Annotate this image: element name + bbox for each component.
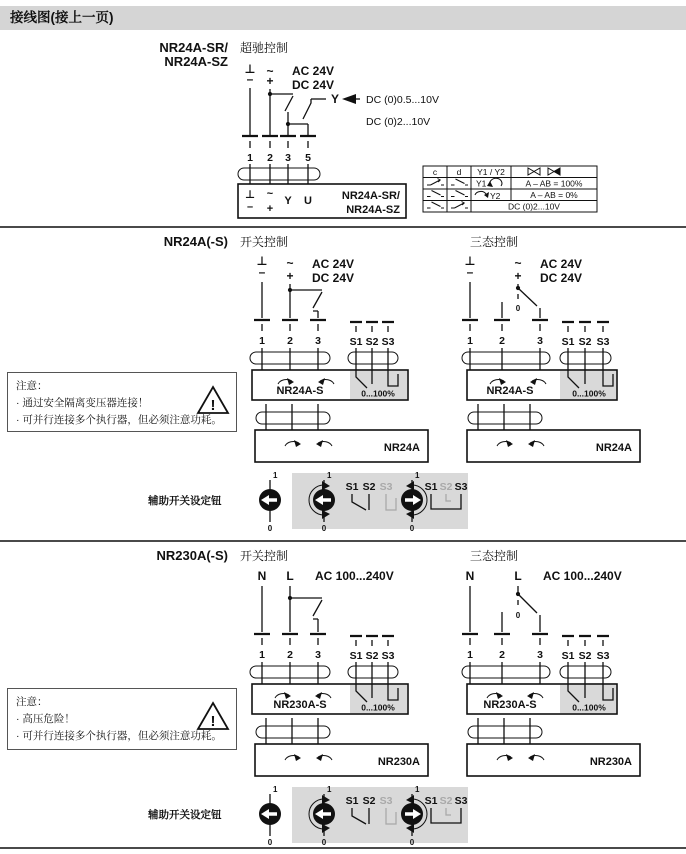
svg-text:0: 0 bbox=[409, 524, 415, 533]
terminal-number: 2 bbox=[499, 649, 505, 661]
terminal-number: 1 bbox=[259, 649, 265, 661]
s-terminal-label: S3 bbox=[454, 795, 468, 807]
selector-blade bbox=[518, 594, 537, 613]
y-signal-label: Y bbox=[331, 92, 340, 106]
zero-position-label: 0 bbox=[515, 304, 521, 313]
range-label: 0...100% bbox=[572, 702, 606, 713]
table-cell: A – AB = 0% bbox=[530, 190, 578, 200]
s-terminal-label: S1 bbox=[349, 650, 363, 662]
terminal-number: 3 bbox=[315, 649, 321, 661]
switch-closed-icon bbox=[451, 202, 468, 209]
col-header: c bbox=[432, 167, 438, 177]
s-terminal-label: S1 bbox=[345, 795, 359, 807]
supply-label: AC 24V bbox=[312, 257, 355, 271]
s-terminal-label: S1 bbox=[349, 336, 363, 348]
box-terminal-label: + bbox=[266, 203, 274, 215]
box-terminal-label: ⊥ bbox=[244, 189, 256, 201]
svg-text:1: 1 bbox=[415, 471, 420, 480]
terminal-number: 1 bbox=[467, 335, 473, 347]
box-model-label: NR24A-SR/ bbox=[341, 190, 400, 202]
svg-text:!: ! bbox=[210, 713, 216, 730]
range-label: 0...100% bbox=[572, 388, 606, 399]
line-label: L bbox=[514, 569, 522, 583]
warning-icon bbox=[196, 384, 230, 416]
switch-open-icon bbox=[451, 191, 468, 197]
aux-switch-setting-row bbox=[147, 471, 468, 533]
terminal-number: 3 bbox=[285, 152, 291, 164]
control-type-label: 三态控制 bbox=[470, 235, 519, 249]
range-label: 0...100% bbox=[361, 702, 395, 713]
table-cell: A – AB = 100% bbox=[525, 178, 583, 189]
svg-text:0: 0 bbox=[267, 524, 273, 533]
supply-label: AC 100...240V bbox=[543, 569, 622, 583]
s-terminal-label: S1 bbox=[424, 481, 438, 493]
ac-symbol: ~ bbox=[286, 256, 294, 270]
s-terminal-label: S1 bbox=[561, 650, 575, 662]
s-terminal-label: S2 bbox=[439, 795, 453, 807]
svg-text:1: 1 bbox=[273, 471, 278, 480]
s-terminal-label: S2 bbox=[365, 336, 379, 348]
section-divider bbox=[0, 540, 686, 542]
s-terminal-label: S1 bbox=[561, 336, 575, 348]
ground-symbol: ⊥ bbox=[464, 254, 476, 268]
control-switch bbox=[290, 290, 322, 308]
box-model-label: NR24A bbox=[383, 442, 420, 454]
cw-arrow-icon bbox=[475, 191, 486, 195]
ground-symbol: ⊥ bbox=[244, 62, 256, 76]
section-header-bar bbox=[0, 6, 686, 30]
switch-c-blade bbox=[285, 96, 293, 111]
s-terminal-label: S2 bbox=[362, 481, 376, 493]
control-type-label: 开关控制 bbox=[240, 549, 289, 563]
note-line: · 高压危险！ bbox=[16, 713, 75, 725]
neutral-label: N bbox=[257, 569, 267, 583]
cable-connector bbox=[256, 412, 330, 424]
s-terminal-label: S2 bbox=[439, 481, 453, 493]
switch-closed-icon bbox=[427, 179, 444, 186]
supply-label: AC 24V bbox=[292, 64, 335, 78]
cable-connector bbox=[468, 726, 542, 738]
box-terminal-label: ~ bbox=[266, 188, 274, 200]
valve-icon bbox=[528, 168, 560, 175]
note-line: · 可并行连接多个执行器，但必须注意功耗。 bbox=[16, 730, 222, 742]
minus-symbol: – bbox=[466, 265, 474, 279]
cable-connector bbox=[462, 666, 550, 678]
col-header: Y1 / Y2 bbox=[477, 167, 505, 177]
table-cell: DC (0)2...10V bbox=[508, 201, 560, 212]
table-cell: Y2 bbox=[490, 191, 501, 201]
switch-control-diagram bbox=[250, 569, 428, 776]
control-type-label: 超驰控制 bbox=[240, 41, 289, 55]
box-model-label: NR24A-SZ bbox=[346, 204, 400, 216]
signal-range-label: DC (0)2...10V bbox=[366, 116, 431, 128]
terminal-number: 3 bbox=[315, 335, 321, 347]
model-label: NR24A-SR/ bbox=[159, 40, 228, 55]
box-model-label: NR230A bbox=[377, 756, 420, 768]
switch-control-diagram bbox=[250, 254, 428, 462]
page-bottom-rule bbox=[0, 847, 686, 849]
model-label: NR230A(-S) bbox=[156, 548, 228, 563]
aux-setting-label: 辅助开关设定钮 bbox=[148, 809, 222, 821]
control-type-label: 三态控制 bbox=[470, 549, 519, 563]
switch-d-blade bbox=[303, 99, 311, 119]
s-terminal-label: S2 bbox=[578, 336, 592, 348]
svg-text:1: 1 bbox=[327, 785, 332, 794]
s-terminal-label: S3 bbox=[381, 650, 395, 662]
svg-text:1: 1 bbox=[273, 785, 278, 794]
terminal-number: 1 bbox=[467, 649, 473, 661]
switch-open-icon bbox=[427, 202, 444, 208]
s-terminal-label: S3 bbox=[381, 336, 395, 348]
svg-text:1: 1 bbox=[415, 785, 420, 794]
model-label: NR24A-SZ bbox=[164, 54, 228, 69]
s-terminal-label: S2 bbox=[578, 650, 592, 662]
signal-range-label: DC (0)0.5...10V bbox=[366, 94, 439, 106]
warning-icon bbox=[196, 700, 230, 732]
supply-label: DC 24V bbox=[312, 271, 355, 285]
plus-symbol: + bbox=[514, 269, 522, 283]
neutral-label: N bbox=[465, 569, 475, 583]
svg-text:1: 1 bbox=[327, 471, 332, 480]
box-terminal-label: Y bbox=[284, 195, 292, 207]
terminal-number: 3 bbox=[537, 335, 543, 347]
minus-symbol: – bbox=[246, 72, 254, 86]
box-model-label: NR230A bbox=[589, 756, 632, 768]
page-title: 接线图(接上一页) bbox=[10, 10, 114, 25]
note-line: · 通过安全隔离变压器连接！ bbox=[16, 397, 149, 409]
terminal-number: 3 bbox=[537, 649, 543, 661]
col-header: d bbox=[456, 167, 462, 177]
box-terminal-label: U bbox=[304, 195, 312, 207]
supply-label: AC 24V bbox=[540, 257, 583, 271]
three-state-control-diagram bbox=[462, 254, 640, 462]
aux-knob bbox=[259, 785, 281, 847]
terminal-number: 1 bbox=[247, 152, 253, 164]
model-label: NR24A(-S) bbox=[163, 234, 228, 249]
supply-label: AC 100...240V bbox=[315, 569, 394, 583]
switch-open-icon bbox=[451, 179, 468, 185]
box-model-label: NR24A-S bbox=[276, 385, 324, 397]
override-table bbox=[423, 166, 597, 212]
cable-connector bbox=[462, 352, 550, 364]
aux-switch-setting-row bbox=[147, 785, 468, 847]
supply-label: DC 24V bbox=[540, 271, 583, 285]
aux-knob bbox=[259, 471, 281, 533]
ac-symbol: ~ bbox=[514, 256, 522, 270]
s-terminal-label: S3 bbox=[596, 336, 610, 348]
terminal-number: 2 bbox=[287, 335, 293, 347]
plus-symbol: + bbox=[266, 74, 274, 88]
s-terminal-label: S3 bbox=[379, 795, 393, 807]
note-line: · 可并行连接多个执行器，但必须注意功耗。 bbox=[16, 414, 222, 426]
terminal-number: 1 bbox=[259, 335, 265, 347]
override-control-diagram bbox=[0, 36, 686, 224]
ground-symbol: ⊥ bbox=[256, 254, 268, 268]
svg-text:0: 0 bbox=[321, 524, 327, 533]
terminal-number: 2 bbox=[267, 152, 273, 164]
box-model-label: NR230A-S bbox=[273, 699, 327, 711]
svg-text:0: 0 bbox=[409, 838, 415, 847]
s-terminal-label: S1 bbox=[424, 795, 438, 807]
terminal-number: 2 bbox=[499, 335, 505, 347]
s-terminal-label: S3 bbox=[454, 481, 468, 493]
box-model-label: NR230A-S bbox=[483, 699, 537, 711]
cable-connector bbox=[256, 726, 330, 738]
s-terminal-label: S3 bbox=[596, 650, 610, 662]
three-state-control-diagram bbox=[462, 569, 640, 776]
plus-symbol: + bbox=[286, 269, 294, 283]
range-label: 0...100% bbox=[361, 388, 395, 399]
s-terminal-label: S2 bbox=[362, 795, 376, 807]
box-model-label: NR24A-S bbox=[486, 385, 534, 397]
box-terminal-label: – bbox=[246, 201, 254, 213]
zero-position-label: 0 bbox=[515, 611, 521, 620]
aux-setting-label: 辅助开关设定钮 bbox=[148, 495, 222, 507]
control-switch bbox=[290, 598, 322, 616]
selector-blade bbox=[518, 288, 537, 306]
note-title: 注意： bbox=[16, 380, 48, 392]
box-model-label: NR24A bbox=[595, 442, 632, 454]
minus-symbol: – bbox=[258, 265, 266, 279]
svg-text:0: 0 bbox=[267, 838, 273, 847]
control-type-label: 开关控制 bbox=[240, 235, 289, 249]
note-title: 注意： bbox=[16, 696, 48, 708]
section-divider bbox=[0, 226, 686, 228]
switch-open-icon bbox=[427, 191, 444, 197]
terminal-number: 2 bbox=[287, 649, 293, 661]
svg-text:0: 0 bbox=[321, 838, 327, 847]
line-label: L bbox=[286, 569, 294, 583]
terminal-number: 5 bbox=[305, 152, 311, 164]
s-terminal-label: S2 bbox=[365, 650, 379, 662]
s-terminal-label: S1 bbox=[345, 481, 359, 493]
s-terminal-label: S3 bbox=[379, 481, 393, 493]
svg-text:!: ! bbox=[210, 397, 216, 414]
cable-connector bbox=[468, 412, 542, 424]
supply-label: DC 24V bbox=[292, 78, 335, 92]
table-cell: Y1 bbox=[476, 178, 487, 189]
ac-symbol: ~ bbox=[266, 64, 274, 78]
